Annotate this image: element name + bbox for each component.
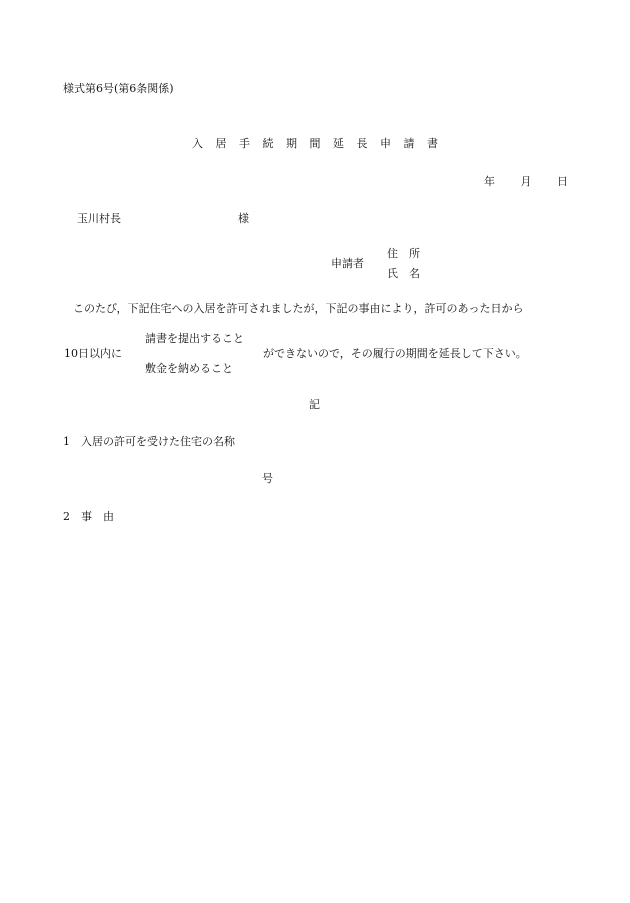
item-1: 1 入居の許可を受けた住宅の名称 <box>63 435 235 448</box>
document-title <box>192 138 438 149</box>
title-char: 延 <box>333 137 344 150</box>
addressee-name: 玉川村長 <box>77 212 121 225</box>
title-char: 長 <box>356 137 368 150</box>
applicant-address-label: 住 所 <box>387 247 420 260</box>
date-month: 月 <box>520 175 532 188</box>
applicant-name-label: 氏 名 <box>387 267 420 280</box>
body-suffix: ができないので，その履行の期間を延長して下さい。 <box>263 347 527 360</box>
form-number: 様式第6号(第6条関係) <box>63 82 174 95</box>
body-option-2: 敷金を納めること <box>145 362 233 375</box>
title-char: 入 <box>192 137 203 150</box>
date-line <box>484 176 568 187</box>
title-char: 居 <box>215 137 227 150</box>
title-char: 期 <box>286 137 297 150</box>
item-1-number-suffix: 号 <box>262 472 273 485</box>
date-day: 日 <box>557 175 568 188</box>
body-line-1: このたび，下記住宅への入居を許可されましたが，下記の事由により，許可のあった日から <box>73 302 524 315</box>
title-char: 申 <box>380 137 391 150</box>
item-2: 2 事 由 <box>63 510 114 523</box>
applicant-label: 申請者 <box>331 257 364 270</box>
title-char: 手 <box>239 137 250 150</box>
ki-heading: 記 <box>309 398 320 411</box>
title-char: 続 <box>262 137 274 150</box>
date-year: 年 <box>484 175 495 188</box>
title-char: 間 <box>309 137 321 150</box>
title-char: 書 <box>427 137 438 150</box>
body-option-1: 請書を提出すること <box>145 332 244 345</box>
body-prefix: 10日以内に <box>64 347 122 360</box>
title-char: 請 <box>403 137 415 150</box>
addressee-honorific: 様 <box>238 212 249 225</box>
